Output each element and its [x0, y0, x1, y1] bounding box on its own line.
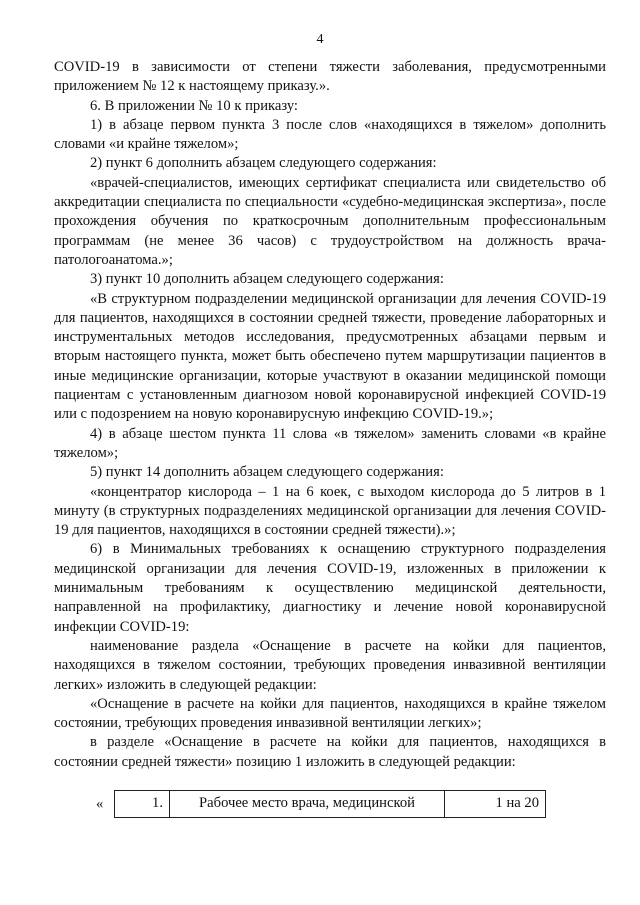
- paragraph: 6. В приложении № 10 к приказу:: [90, 97, 298, 114]
- table-row: [115, 791, 546, 818]
- paragraph: COVID-19 в зависимости от степени тяжести заболевания, предусмотренными приложением № 12 к настоящему приказу.».: [54, 59, 606, 95]
- paragraph: «врачей-специалистов, имеющих сертификат специалиста или свидетельство об аккредитации специалиста по специальности «судебно-медицинская экспертиза», после прохождения обучения по краткосрочным дополнительным профессиональным программам (не менее 36 часов) с трудоустройством на должность врача-патологоанатома.»;: [54, 174, 606, 268]
- paragraph: 5) пункт 14 дополнить абзацем следующего содержания:: [90, 464, 444, 481]
- open-quote: «: [96, 796, 104, 812]
- paragraph: «концентратор кислорода – 1 на 6 коек, с выходом кислорода до 5 литров в 1 минуту (в структурных подразделениях медицинской организации для лечения COVID-19 для пациентов, находящихся в состоянии средней тяжести).»;: [54, 483, 606, 539]
- paragraph: 6) в Минимальных требованиях к оснащению структурного подразделения медицинской организации для лечения COVID-19, изложенных в приложении к минимальным требованиям к осуществлению медицинской деятельности, направленной на профилактику, диагностику и лечение новой коронавирусной инфекции COVID-19:: [54, 541, 606, 635]
- table-cell-name: Рабочее место врача, медицинской: [170, 791, 445, 818]
- equipment-table: [114, 790, 546, 818]
- paragraph: 1) в абзаце первом пункта 3 после слов «находящихся в тяжелом» дополнить словами «и крайне тяжелом»;: [54, 116, 606, 153]
- paragraph: в разделе «Оснащение в расчете на койки для пациентов, находящихся в состоянии средней тяжести» позицию 1 изложить в следующей редакции:: [54, 734, 606, 770]
- paragraph: 3) пункт 10 дополнить абзацем следующего содержания:: [90, 271, 444, 288]
- document-body: [54, 58, 606, 772]
- page-number: 4: [316, 32, 324, 47]
- paragraph: «В структурном подразделении медицинской организации для лечения COVID-19 для пациентов, находящихся в состоянии средней тяжести, проведение лабораторных и инструментальных методов исследования, предусмотренных абзацами первым и вторым настоящего пункта, может быть обеспечено путем маршрутизации пациентов в иные медицинские организации, которые участвуют в оказании медицинской помощи пациентам с установленным диагнозом новой коронавирусной инфекцией COVID-19 или с подозрением на новую коронавирусную инфекцию COVID-19.»;: [54, 290, 606, 423]
- paragraph: 2) пункт 6 дополнить абзацем следующего содержания:: [90, 155, 437, 172]
- paragraph: 4) в абзаце шестом пункта 11 слова «в тяжелом» заменить словами «в крайне тяжелом»;: [54, 425, 606, 461]
- equipment-table-fragment: [54, 790, 606, 820]
- table-cell-number: 1.: [115, 791, 170, 818]
- paragraph: наименование раздела «Оснащение в расчете на койки для пациентов, находящихся в тяжелом состоянии, требующих проведения инвазивной вентиляции легких» изложить в следующей редакции:: [54, 637, 606, 693]
- table-cell-ratio: 1 на 20: [445, 791, 546, 818]
- paragraph: «Оснащение в расчете на койки для пациентов, находящихся в крайне тяжелом состоянии, требующих проведения инвазивной вентиляции легких»;: [54, 695, 606, 732]
